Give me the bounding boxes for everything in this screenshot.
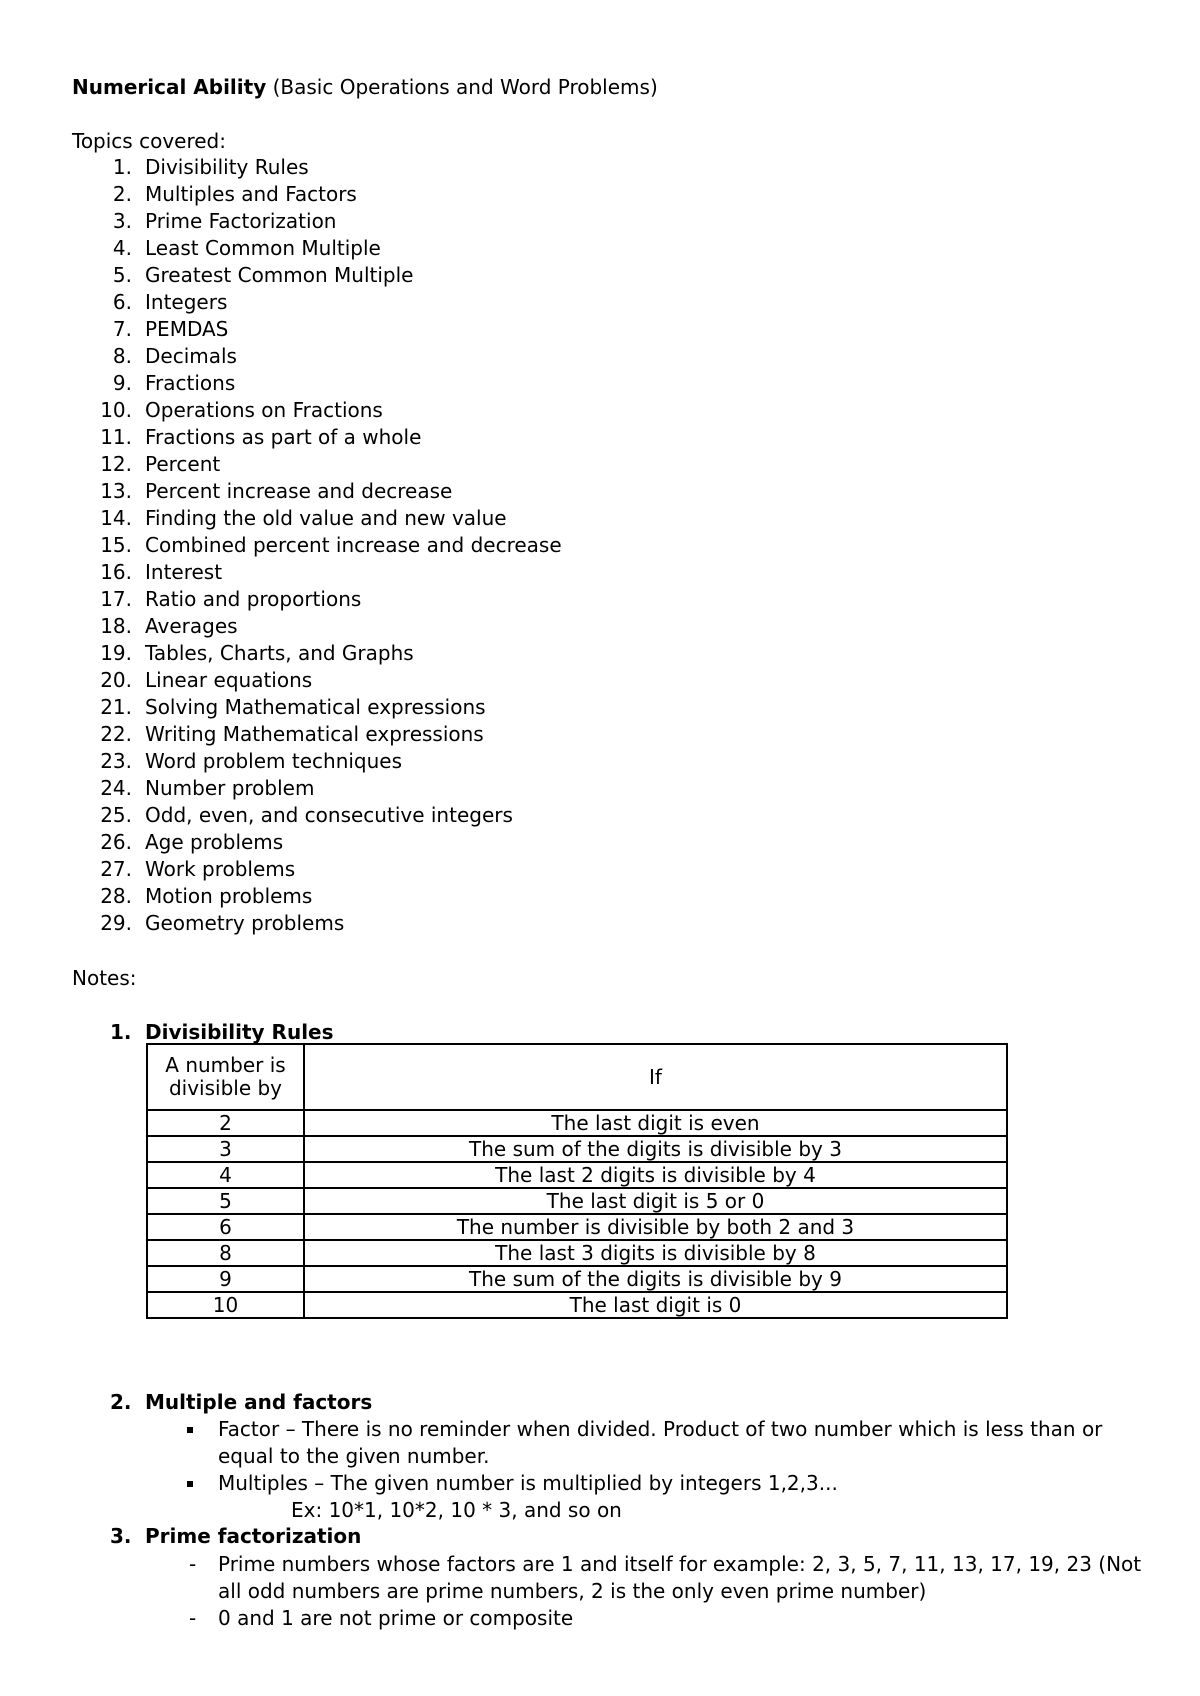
topic-item: PEMDAS — [145, 317, 229, 341]
topic-number: 26. — [100, 830, 132, 854]
rule-cell: The sum of the digits is divisible by 9 — [304, 1266, 1007, 1292]
topic-item: Age problems — [145, 830, 284, 854]
topic-item: Integers — [145, 290, 228, 314]
topic-item: Least Common Multiple — [145, 236, 381, 260]
title-subtitle: (Basic Operations and Word Problems) — [266, 75, 658, 99]
topic-item: Word problem techniques — [145, 749, 403, 773]
col1-header-line1: A number is — [165, 1053, 286, 1077]
topic-item: Writing Mathematical expressions — [145, 722, 484, 746]
divisor-cell: 5 — [147, 1188, 304, 1214]
multiples-example: Ex: 10*1, 10*2, 10 * 3, and so on — [291, 1498, 622, 1522]
table-row — [147, 1214, 1007, 1240]
square-bullet-icon — [187, 1481, 193, 1487]
topic-item: Greatest Common Multiple — [145, 263, 414, 287]
table-row — [147, 1266, 1007, 1292]
rule-cell: The last digit is 0 — [304, 1292, 1007, 1318]
zero-one-bullet: 0 and 1 are not prime or composite — [218, 1606, 574, 1630]
topic-number: 14. — [100, 506, 132, 530]
divisibility-table — [146, 1043, 1008, 1319]
rule-cell: The last digit is even — [304, 1110, 1007, 1136]
multiples-bullet: Multiples – The given number is multiplied by integers 1,2,3... — [218, 1471, 838, 1495]
topics-heading: Topics covered: — [72, 129, 226, 153]
topic-item: Odd, even, and consecutive integers — [145, 803, 513, 827]
topic-item: Decimals — [145, 344, 237, 368]
topic-item: Linear equations — [145, 668, 313, 692]
divisor-cell: 9 — [147, 1266, 304, 1292]
table-row — [147, 1110, 1007, 1136]
topic-item: Tables, Charts, and Graphs — [145, 641, 414, 665]
topic-number: 3. — [112, 209, 132, 233]
topic-item: Solving Mathematical expressions — [145, 695, 486, 719]
divisor-cell: 10 — [147, 1292, 304, 1318]
topic-number: 11. — [100, 425, 132, 449]
topic-number: 22. — [100, 722, 132, 746]
topic-item: Finding the old value and new value — [145, 506, 507, 530]
col-divisible-by-header — [147, 1044, 304, 1110]
topic-item: Number problem — [145, 776, 315, 800]
rule-cell: The last 2 digits is divisible by 4 — [304, 1162, 1007, 1188]
topic-number: 29. — [100, 911, 132, 935]
topic-item: Geometry problems — [145, 911, 345, 935]
topic-number: 13. — [100, 479, 132, 503]
rule-cell: The sum of the digits is divisible by 3 — [304, 1136, 1007, 1162]
table-row — [147, 1162, 1007, 1188]
topic-number: 1. — [112, 155, 132, 179]
factor-bullet-line1: Factor – There is no reminder when divided. Product of two number which is less than or — [218, 1417, 1103, 1441]
topic-number: 5. — [112, 263, 132, 287]
topic-item: Motion problems — [145, 884, 313, 908]
divisor-cell: 3 — [147, 1136, 304, 1162]
table-row — [147, 1188, 1007, 1214]
divisor-cell: 2 — [147, 1110, 304, 1136]
topic-number: 18. — [100, 614, 132, 638]
topic-number: 25. — [100, 803, 132, 827]
dash-bullet-icon: - — [189, 1606, 197, 1630]
topic-number: 28. — [100, 884, 132, 908]
topic-item: Prime Factorization — [145, 209, 337, 233]
topic-item: Multiples and Factors — [145, 182, 357, 206]
topic-number: 17. — [100, 587, 132, 611]
rule-cell: The number is divisible by both 2 and 3 — [304, 1214, 1007, 1240]
topic-number: 15. — [100, 533, 132, 557]
factor-bullet-line2: equal to the given number. — [218, 1444, 490, 1468]
section2-title: Multiple and factors — [145, 1390, 373, 1414]
divisor-cell: 8 — [147, 1240, 304, 1266]
section3-title: Prime factorization — [145, 1524, 362, 1548]
table-row — [147, 1136, 1007, 1162]
topic-item: Interest — [145, 560, 223, 584]
prime-bullet-line1: Prime numbers whose factors are 1 and itself for example: 2, 3, 5, 7, 11, 13, 17, 19, 23 (Not — [218, 1552, 1142, 1576]
topic-item: Fractions as part of a whole — [145, 425, 422, 449]
topic-number: 4. — [112, 236, 132, 260]
topic-number: 8. — [112, 344, 132, 368]
divisibility-table-body — [147, 1110, 1007, 1318]
rule-cell: The last 3 digits is divisible by 8 — [304, 1240, 1007, 1266]
notes-heading: Notes: — [72, 966, 137, 990]
topic-number: 27. — [100, 857, 132, 881]
dash-bullet-icon: - — [189, 1552, 197, 1576]
topic-number: 10. — [100, 398, 132, 422]
topic-number: 12. — [100, 452, 132, 476]
topic-item: Combined percent increase and decrease — [145, 533, 562, 557]
section2-number: 2. — [110, 1390, 132, 1414]
title-bold: Numerical Ability — [72, 75, 267, 99]
section1-title: Divisibility Rules — [145, 1020, 334, 1044]
topic-item: Averages — [145, 614, 238, 638]
topic-number: 6. — [112, 290, 132, 314]
divisor-cell: 6 — [147, 1214, 304, 1240]
topic-number: 2. — [112, 182, 132, 206]
topic-item: Percent — [145, 452, 221, 476]
topic-number: 7. — [112, 317, 132, 341]
topic-number: 23. — [100, 749, 132, 773]
table-row — [147, 1292, 1007, 1318]
topic-number: 16. — [100, 560, 132, 584]
topic-item: Fractions — [145, 371, 236, 395]
square-bullet-icon — [187, 1427, 193, 1433]
rule-cell: The last digit is 5 or 0 — [304, 1188, 1007, 1214]
table-row — [147, 1240, 1007, 1266]
topic-number: 24. — [100, 776, 132, 800]
prime-bullet-line2: all odd numbers are prime numbers, 2 is the only even prime number) — [218, 1579, 927, 1603]
section1-number: 1. — [110, 1020, 132, 1044]
document-title — [72, 77, 658, 97]
topic-number: 9. — [112, 371, 132, 395]
table-header-row — [147, 1044, 1007, 1110]
divisor-cell: 4 — [147, 1162, 304, 1188]
col-if-header: If — [304, 1044, 1007, 1110]
topic-item: Percent increase and decrease — [145, 479, 453, 503]
topic-item: Operations on Fractions — [145, 398, 383, 422]
topic-number: 19. — [100, 641, 132, 665]
topic-item: Divisibility Rules — [145, 155, 309, 179]
topic-item: Work problems — [145, 857, 296, 881]
section3-number: 3. — [110, 1524, 132, 1548]
topic-item: Ratio and proportions — [145, 587, 362, 611]
col1-header-line2: divisible by — [168, 1076, 283, 1100]
topic-number: 20. — [100, 668, 132, 692]
topic-number: 21. — [100, 695, 132, 719]
